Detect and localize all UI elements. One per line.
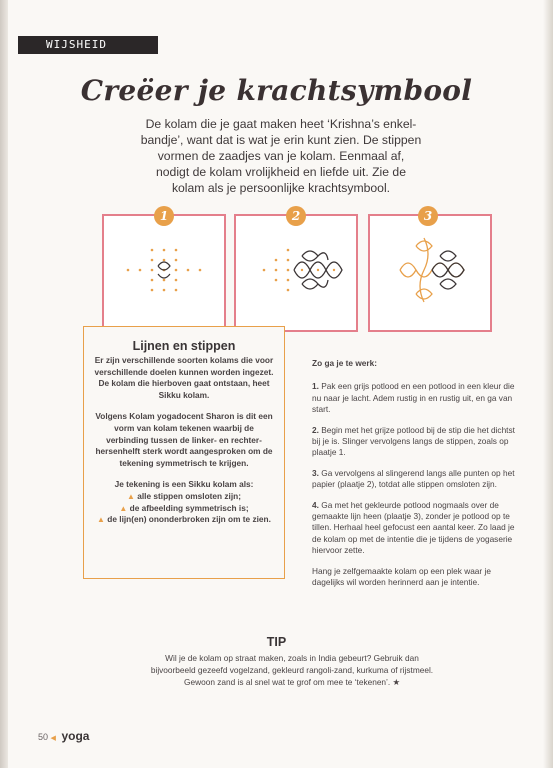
rule-item: ▲ alle stippen omsloten zijn; [127, 490, 241, 501]
rule-item: ▲ de afbeelding symmetrisch is; [119, 502, 249, 513]
page-footer [38, 729, 89, 743]
triangle-bullet-icon: ▲ [119, 503, 128, 513]
info-box [83, 326, 285, 579]
info-box-title: Lijnen en stippen [132, 339, 236, 353]
triangle-bullet-icon: ▲ [127, 491, 135, 501]
kolam-step-1-illustration [102, 214, 226, 332]
page-number: 50 [38, 732, 49, 742]
instruction-step: 4. Ga met het gekleurde potlood nogmaals over de gemaakte lijn heen (plaatje 3), zonder je potlood op te tillen. Herhaal heel gefocust een aantal keer. Zo laad je de kolam op met de intentie die je tijdens de yogaserie hiervoor zette. [312, 499, 515, 556]
step-badge-2: 2 [286, 206, 306, 226]
rule-item: ▲ de lijn(en) ononderbroken zijn om te zien. [97, 514, 271, 525]
triangle-bullet-icon: ▲ [97, 515, 105, 525]
kolam-dots-grid-1 [104, 216, 224, 330]
step-badge-3: 3 [418, 206, 438, 226]
instruction-step: 1. Pak een grijs potlood en een potlood in een kleur die nu naar je lacht. Adem rustig in en rustig uit, en ga van start. [312, 381, 515, 415]
magazine-brand: yoga [61, 729, 90, 743]
instructions-heading: Zo ga je te werk: [312, 358, 378, 368]
step-badge-1: 1 [154, 206, 174, 226]
instruction-step: 2. Begin met het grijze potlood bij de stip die het dichtst bij je is. Slinger vervolgens langs de stippen, zoals op plaatje 1. [312, 424, 515, 458]
rules-intro: Je tekening is een Sikku kolam als: [114, 479, 254, 490]
tip-text: Wil je de kolam op straat maken, zoals in India gebeurt? Gebruik dan bijvoorbeeld gezeefd vogelzand, gekleurd rangoli-zand, kurkuma of rijstmeel. Gewoon zand is al snel wat te grof om mee te ‘tekenen’. ★ [150, 653, 434, 687]
kolam-step-2-illustration [234, 214, 358, 332]
article-title: Creëer je krachtsymbool [80, 74, 473, 107]
instructions-closing: Hang je zelfgemaakte kolam op een plek waar je dagelijks wil worden herinnerd aan je intentie. [312, 565, 491, 588]
arrow-left-icon: ◀ [50, 735, 56, 742]
info-box-paragraph-2: Volgens Kolam yogadocent Sharon is dit een vorm van kolam tekenen waarbij de verbinding tussen de linker- en rechter-hersenhelft sterk wordt aangesproken om de tekening symmetrisch te krijgen. [95, 411, 273, 468]
info-box-paragraph-1: Er zijn verschillende soorten kolams die voor verschillende doelen kunnen worden ingezet. De kolam die hierboven gaat ontstaan, heet Sikku kolam. [94, 355, 274, 400]
kolam-finished-drawing-3 [370, 216, 490, 330]
article-intro: De kolam die je gaat maken heet ‘Krishna’s enkel-bandje’, want dat is wat je erin kunt zien. De stippen vormen de zaadjes van je kolam. Eenmaal af, nodigt de kolam vrolijkheid en liefde uit. Zie de kolam als je persoonlijke krachtsymbool. [140, 117, 422, 195]
instruction-step: 3. Ga vervolgens al slingerend langs alle punten op het papier (plaatje 2), totdat alle stippen omsloten zijn. [312, 467, 515, 490]
instructions [312, 358, 518, 598]
kolam-partial-drawing-2 [236, 216, 356, 330]
section-label: WIJSHEID [18, 36, 158, 54]
info-box-rules [92, 479, 276, 525]
tip-title: TIP [266, 635, 287, 649]
page-edge [543, 0, 553, 768]
kolam-step-3-illustration [368, 214, 492, 332]
page-spine [0, 0, 8, 768]
